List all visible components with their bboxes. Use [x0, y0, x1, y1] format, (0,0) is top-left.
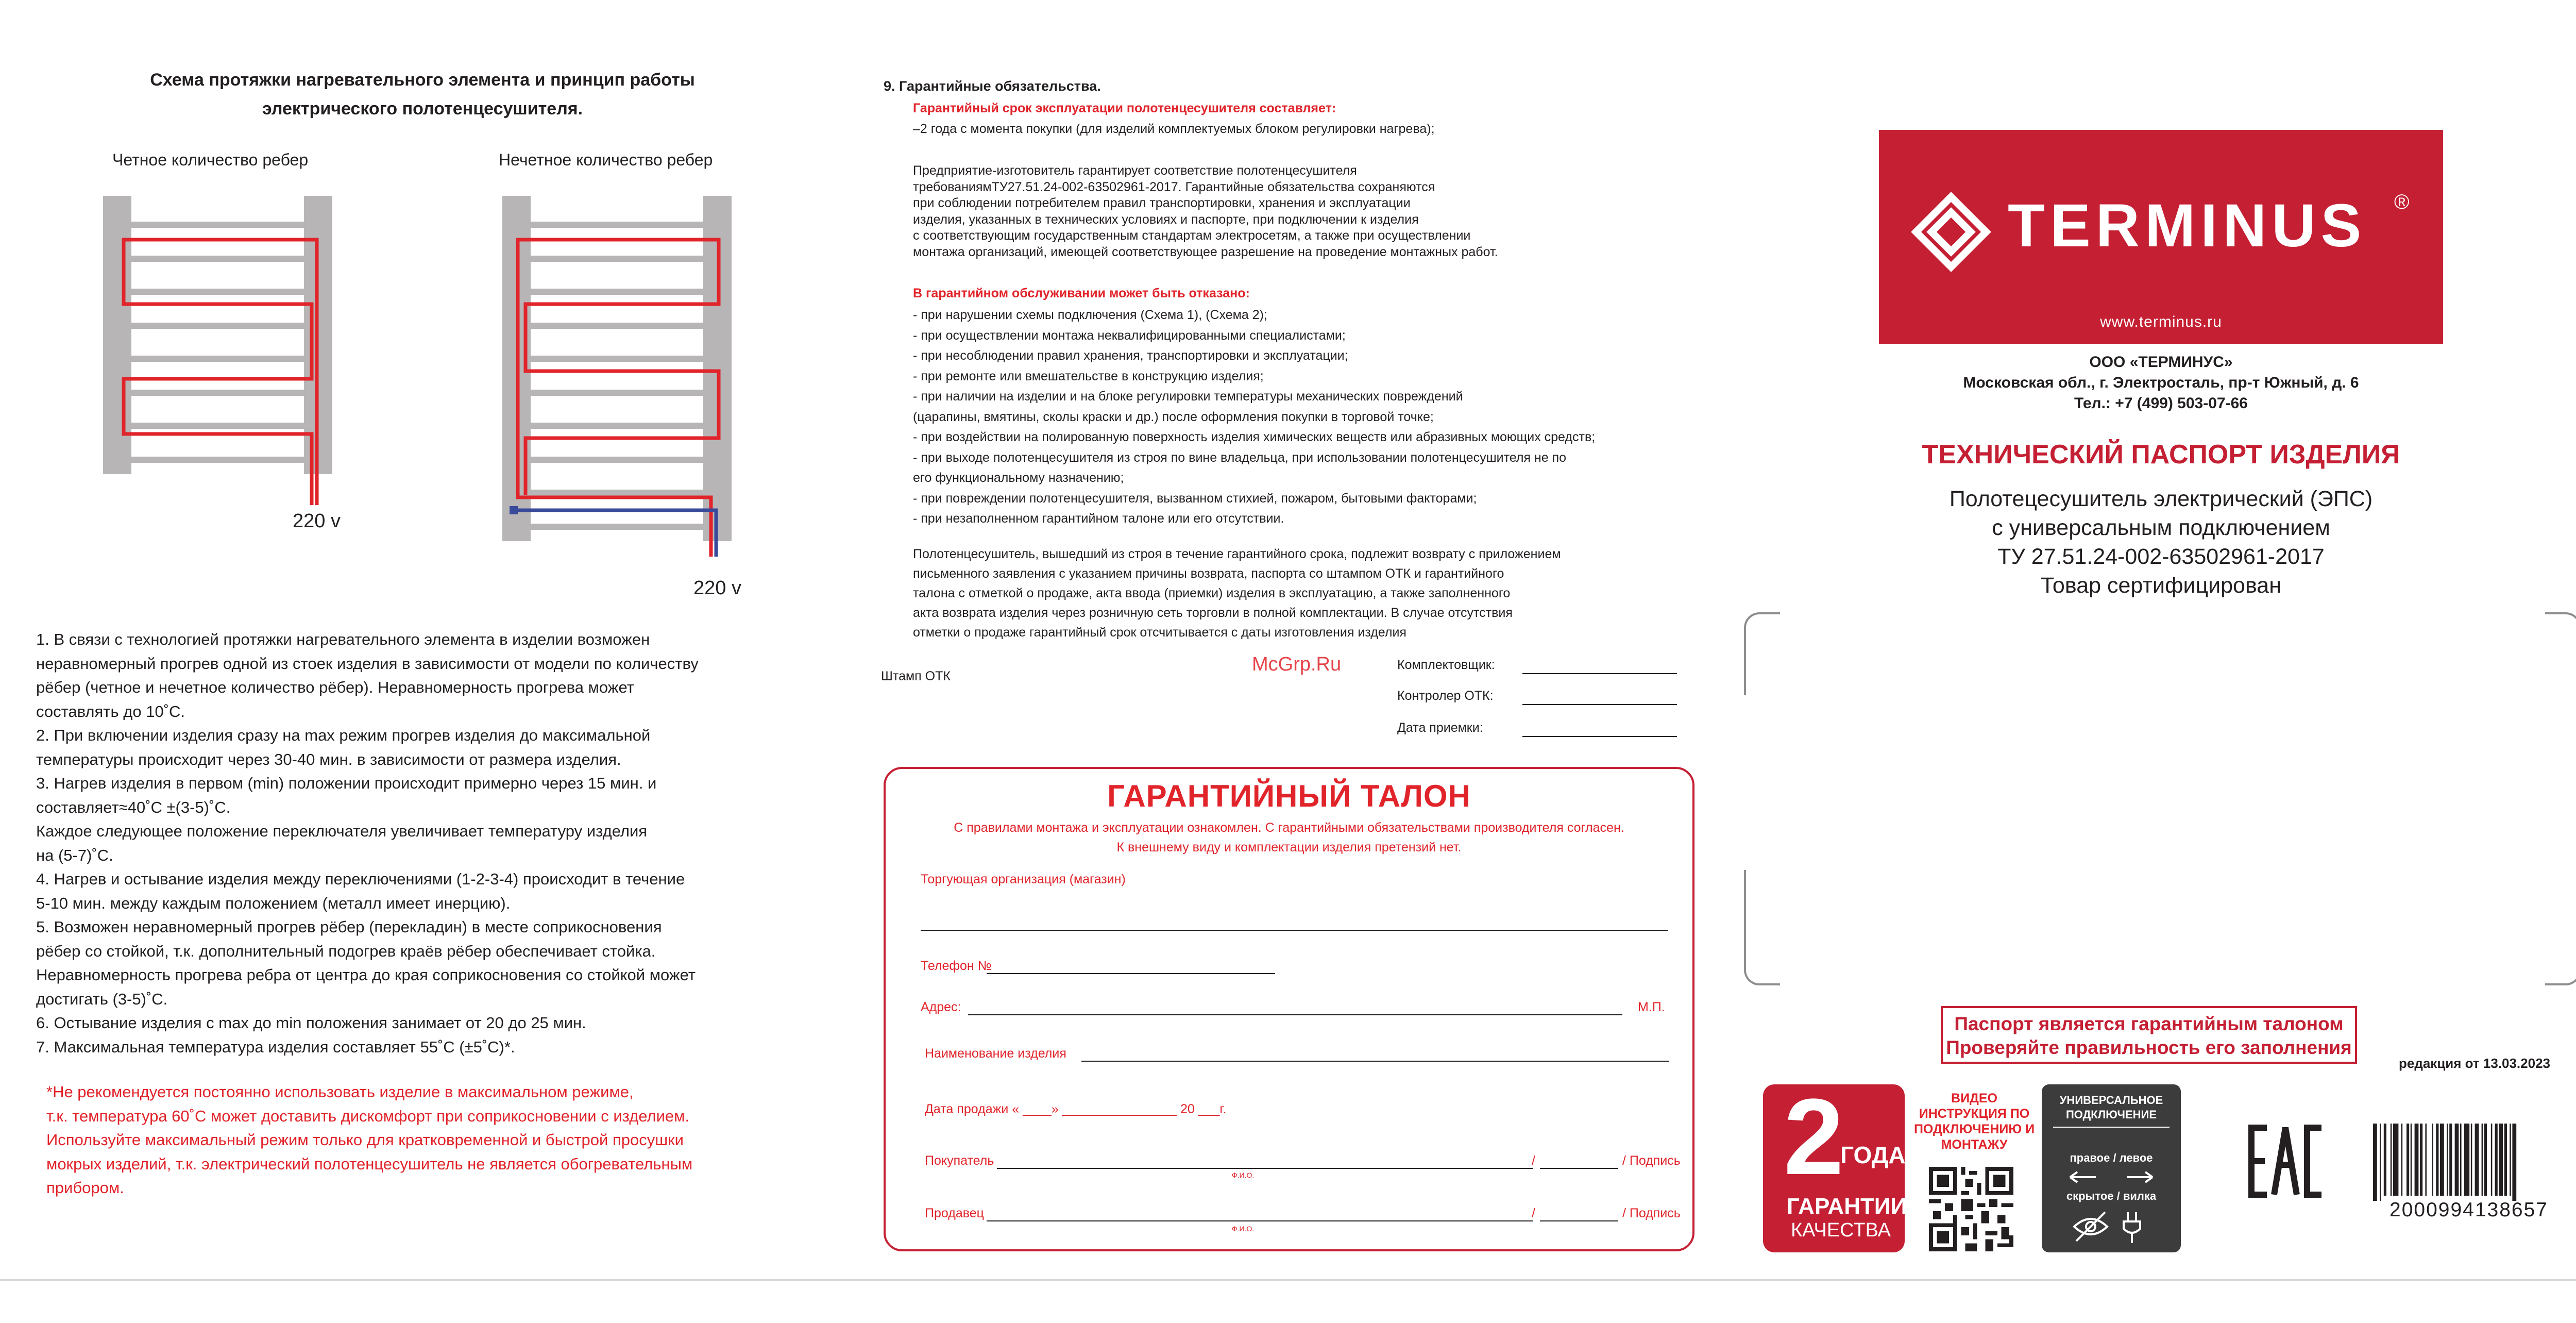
- cover-panel: [1731, 0, 2576, 1323]
- frame-corner: [1744, 612, 1780, 648]
- note-line: 2. При включении изделия сразу на max режим прогрев изделия до максимальной: [36, 726, 651, 744]
- talon-product-line[interactable]: [1081, 1061, 1669, 1062]
- terminus-logo-icon: [1910, 191, 1992, 273]
- warranty-line: монтажа организаций, имеющей соответствующее разрешение на проведение монтажных работ.: [913, 244, 1498, 259]
- talon-org-line[interactable]: [921, 930, 1668, 931]
- field-controller-line[interactable]: [1522, 704, 1677, 705]
- note-line: температуры происходит через 30-40 мин. в зависимости от размера изделия.: [36, 750, 621, 768]
- talon-phone-line[interactable]: [987, 973, 1275, 974]
- barcode-bar: [2449, 1124, 2452, 1196]
- universal-title-1: УНИВЕРСАЛЬНОЕ: [2059, 1094, 2163, 1107]
- field-controller-label: Контролер ОТК:: [1397, 689, 1494, 703]
- warranty-line: изделия, указанных в технических условиях и паспорте, при подключении к изделия: [913, 212, 1419, 227]
- warranty-paragraph: [913, 163, 1665, 260]
- scheme-title-line-2: электрического полотенцесушителя.: [262, 99, 583, 119]
- frame-edge: [1744, 648, 1746, 695]
- barcode-bar: [2504, 1124, 2507, 1196]
- barcode-bar: [2432, 1124, 2433, 1196]
- note-line: составляет≈40˚С ±(3-5)˚С.: [36, 798, 231, 816]
- barcode-icon: [2370, 1124, 2576, 1201]
- talon-stamp-place: М.П.: [1638, 1000, 1665, 1014]
- barcode-bar: [2464, 1124, 2469, 1196]
- talon-product-label: Наименование изделия: [925, 1046, 1066, 1061]
- field-packer-line[interactable]: [1522, 673, 1677, 674]
- barcode-number: 2000994138657: [2389, 1199, 2548, 1221]
- barcode-bar: [2384, 1124, 2386, 1196]
- refusal-list: [913, 305, 1686, 529]
- note-line: 1. В связи с технологией протяжки нагревательного элемента в изделии возможен: [36, 630, 650, 648]
- return-line: отметки о продаже гарантийный срок отсчитывается с даты изготовления изделия: [913, 625, 1406, 640]
- talon-buyer-label: Покупатель: [925, 1153, 994, 1168]
- field-date-line[interactable]: [1522, 736, 1677, 737]
- barcode-bar: [2391, 1124, 2392, 1196]
- badge-years: ГОДА: [1840, 1142, 1906, 1168]
- warranty-panel: [866, 0, 1731, 1323]
- warranty-line: Предприятие-изготовитель гарантирует соответствие полотенцесушителя: [913, 163, 1357, 178]
- note-line: Каждое следующее положение переключателя увеличивает температуру изделия: [36, 822, 648, 840]
- note-line: составлять до 10˚С.: [36, 702, 185, 721]
- brand-block: [1879, 130, 2443, 344]
- frame-corner: [1744, 870, 1780, 985]
- note-line: рёбер (четное и нечетное количество рёбер). Неравномерность прогрева может: [36, 678, 634, 696]
- talon-address-line[interactable]: [968, 1014, 1622, 1015]
- barcode-bar: [2475, 1124, 2479, 1196]
- refusal-item: - при осуществлении монтажа неквалифицированными специалистами;: [913, 328, 1346, 343]
- product-description: [1879, 484, 2443, 600]
- warranty-notice-box: [1941, 1006, 2357, 1064]
- talon-seller-line[interactable]: [987, 1220, 1533, 1221]
- trim-line: [0, 1279, 2576, 1281]
- talon-seller-signature: / Подпись: [1622, 1206, 1681, 1220]
- refusal-item: - при несоблюдении правил хранения, транспортировки и эксплуатации;: [913, 348, 1348, 363]
- registered-mark: ®: [2394, 191, 2410, 213]
- barcode-bar: [2460, 1124, 2462, 1196]
- barcode-bar: [2512, 1124, 2516, 1201]
- barcode-bar: [2380, 1124, 2381, 1201]
- company-name: ООО «ТЕРМИНУС»: [2089, 354, 2233, 371]
- watermark: McGrp.Ru: [1252, 654, 1342, 675]
- warranty-line: требованиямТУ27.51.24-002-63502961-2017. Гарантийные обязательства сохраняются: [913, 179, 1435, 194]
- barcode-bar: [2495, 1124, 2498, 1196]
- barcode-bar: [2411, 1124, 2412, 1196]
- frame-corner: [2545, 612, 2576, 648]
- warning-line: т.к. температура 60˚С может доставить дискомфорт при соприкосновении с изделием.: [46, 1107, 690, 1125]
- return-line: письменного заявления с указанием причины возврата, паспорта со штампом ОТК и гарантийного: [913, 566, 1504, 581]
- talon-buyer-fio: Ф.И.О.: [1232, 1171, 1255, 1179]
- odd-ribs-diagram: [502, 196, 739, 577]
- warranty-line: с соответствующим государственным стандартам электросетям, а также при осуществлении: [913, 228, 1471, 243]
- note-line: на (5-7)˚С.: [36, 846, 113, 864]
- talon-phone-label: Телефон №: [921, 959, 992, 973]
- warranty-talon: [884, 767, 1694, 1251]
- talon-seller-sign-line[interactable]: [1540, 1220, 1618, 1221]
- slash: /: [1532, 1153, 1535, 1168]
- warranty-term-heading: Гарантийный срок эксплуатации полотенцесушителя составляет:: [913, 101, 1336, 115]
- barcode-bar: [2510, 1124, 2511, 1196]
- product-line: Полотецесушитель электрический (ЭПС): [1949, 487, 2373, 511]
- refusal-item: - при повреждении полотенцесушителя, вызванном стихией, пожаром, бытовыми факторами;: [913, 491, 1477, 506]
- left-panel: [0, 0, 845, 1323]
- note-line: достигать (3-5)˚С.: [36, 990, 168, 1008]
- barcode-bar: [2425, 1124, 2427, 1196]
- badge-number: 2: [1784, 1076, 1844, 1197]
- refusal-heading: В гарантийном обслуживании может быть отказано:: [913, 286, 1250, 300]
- barcode-bar: [2484, 1124, 2487, 1196]
- note-line: 5-10 мин. между каждым положением (металл имеет инерцию).: [36, 894, 511, 912]
- divider: [2053, 1127, 2170, 1128]
- talon-subtitle-1: С правилами монтажа и эксплуатации ознакомлен. С гарантийными обязательствами производителя согласен.: [954, 820, 1624, 835]
- barcode-bar: [2401, 1124, 2403, 1196]
- refusal-item: - при ремонте или вмешательстве в конструкцию изделия;: [913, 369, 1264, 383]
- talon-seller-label: Продавец: [925, 1206, 984, 1220]
- refusal-item: - при воздействии на полированную поверхность изделия химических веществ или абразивных моющих средств;: [913, 430, 1596, 444]
- universal-connection-badge: [2042, 1084, 2181, 1252]
- note-line: рёбер со стойкой, т.к. дополнительный подогрев краёв рёбер обеспечивает стойка.: [36, 942, 656, 960]
- barcode-bar: [2406, 1124, 2409, 1196]
- right-left-label: правое / левое: [2070, 1151, 2153, 1164]
- barcode-bar: [2499, 1124, 2503, 1196]
- notes-block: [36, 628, 840, 1059]
- universal-title-2: ПОДКЛЮЧЕНИЕ: [2065, 1108, 2157, 1121]
- talon-title: ГАРАНТИЙНЫЙ ТАЛОН: [1107, 779, 1471, 813]
- barcode-bar: [2420, 1124, 2422, 1196]
- talon-subtitle-2: К внешнему виду и комплектации изделия претензий нет.: [1116, 840, 1462, 855]
- hidden-plug-label: скрытое / вилка: [2066, 1190, 2157, 1202]
- badge-guarantee: ГАРАНТИИ: [1787, 1194, 1907, 1219]
- voltage-label-even: 220 v: [293, 510, 341, 532]
- otk-stamp-label: Штамп ОТК: [881, 669, 951, 683]
- hidden-plug-icons: [2070, 1208, 2153, 1245]
- notice-line-2: Проверяйте правильность его заполнения: [1946, 1037, 2352, 1058]
- barcode-bar: [2455, 1124, 2459, 1196]
- left-right-arrows-icon: [2065, 1167, 2158, 1187]
- notice-line-1: Паспорт является гарантийным талоном: [1954, 1013, 2344, 1034]
- passport-title: ТЕХНИЧЕСКИЙ ПАСПОРТ ИЗДЕЛИЯ: [1922, 440, 2400, 470]
- return-line: Полотенцесушитель, вышедший из строя в течение гарантийного срока, подлежит возврату с приложением: [913, 547, 1561, 561]
- barcode-bar: [2447, 1124, 2448, 1196]
- refusal-item: (царапины, вмятины, сколы краски и др.) после оформления покупки в торговой точке;: [913, 409, 1434, 424]
- guarantee-badge: [1763, 1076, 1907, 1252]
- scheme-title-line-1: Схема протяжки нагревательного элемента и принцип работы: [150, 70, 695, 90]
- eac-mark-icon: [2247, 1124, 2326, 1199]
- warranty-term-text: –2 года с момента покупки (для изделий комплектуемых блоком регулировки нагрева);: [913, 122, 1435, 136]
- product-line: Товар сертифицирован: [2041, 573, 2281, 598]
- badge-quality: КАЧЕСТВА: [1791, 1219, 1891, 1241]
- talon-buyer-signature: / Подпись: [1622, 1153, 1681, 1168]
- refusal-item: его функциональному назначению;: [913, 471, 1124, 485]
- window-frame: [1744, 612, 2576, 985]
- note-line: 7. Максимальная температура изделия составляет 55˚С (±5˚С)*.: [36, 1037, 515, 1056]
- voltage-label-odd: 220 v: [693, 577, 741, 599]
- note-line: 3. Нагрев изделия в первом (min) положении происходит примерно через 15 мин. и: [36, 774, 657, 792]
- refusal-item: - при наличии на изделии и на блоке регулировки температуры механических повреждений: [913, 389, 1463, 404]
- barcode-bar: [2482, 1124, 2483, 1196]
- barcode-bar: [2440, 1124, 2444, 1196]
- barcode-bar: [2393, 1124, 2398, 1196]
- slash: /: [1532, 1206, 1535, 1220]
- barcode-bar: [2491, 1124, 2493, 1196]
- even-ribs-label: Четное количество ребер: [112, 150, 309, 169]
- barcode-bar: [2415, 1124, 2419, 1196]
- note-line: 4. Нагрев и остывание изделия между переключениями (1-2-3-4) происходит в течение: [36, 870, 685, 888]
- brand-name: TERMINUS: [2008, 192, 2367, 260]
- barcode-bar: [2471, 1124, 2472, 1196]
- return-line: талона с отметкой о продаже, акта ввода (приемки) изделия в эксплуатацию, а также заполненного: [913, 586, 1511, 600]
- talon-org-label: Торгующая организация (магазин): [921, 872, 1126, 886]
- note-line: Неравномерность прогрева ребра от центра до края соприкосновения со стойкой может: [36, 966, 696, 984]
- warning-line: мокрых изделий, т.к. электрический полотенцесушитель не является обогревательным: [46, 1154, 693, 1173]
- product-line: с универсальным подключением: [1992, 515, 2330, 540]
- frame-corner: [2545, 870, 2576, 985]
- company-phone: Тел.: +7 (499) 503-07-66: [2074, 395, 2248, 412]
- website: www.terminus.ru: [2100, 313, 2222, 330]
- revision-date: редакция от 13.03.2023: [2399, 1056, 2550, 1071]
- barcode-bar: [2373, 1124, 2377, 1201]
- refusal-item: - при нарушении схемы подключения (Схема 1), (Схема 2);: [913, 308, 1267, 322]
- refusal-item: - при выходе полотенцесушителя из строя по вине владельца, при использовании полотенцесушителя не по: [913, 450, 1567, 465]
- refusal-item: - при незаполненном гарантийном талоне или его отсутствии.: [913, 511, 1284, 526]
- company-address: Московская обл., г. Электросталь, пр-т Южный, д. 6: [1963, 374, 2359, 391]
- talon-sale-date[interactable]: Дата продажи « ____» ________________ 20 ___г.: [925, 1102, 1227, 1116]
- even-ribs-diagram: [103, 196, 340, 526]
- odd-ribs-label: Нечетное количество ребер: [499, 150, 713, 169]
- product-line: ТУ 27.51.24-002-63502961-2017: [1997, 544, 2325, 569]
- warning-line: Используйте максимальный режим только для кратковременной и быстрой просушки: [46, 1131, 684, 1149]
- max-mode-warning: [46, 1080, 840, 1200]
- talon-buyer-line[interactable]: [997, 1168, 1533, 1169]
- return-line: акта возврата изделия через розничную сеть торговли в полной комплектации. В случае отсутствия: [913, 606, 1513, 620]
- warning-line: *Не рекомендуется постоянно использовать изделие в максимальном режиме,: [46, 1083, 634, 1101]
- warranty-line: при соблюдении потребителем правил транспортировки, хранения и эксплуатации: [913, 196, 1411, 210]
- return-paragraph: [913, 544, 1686, 642]
- barcode-bar: [2436, 1124, 2438, 1196]
- warranty-title: 9. Гарантийные обязательства.: [884, 78, 1101, 94]
- talon-address-label: Адрес:: [921, 1000, 961, 1014]
- field-packer-label: Комплектовщик:: [1397, 658, 1495, 672]
- qr-code-icon[interactable]: [1929, 1167, 2013, 1251]
- warning-line: прибором.: [46, 1179, 124, 1197]
- note-line: 5. Возможен неравномерный прогрев рёбер (перекладин) в месте соприкосновения: [36, 918, 662, 936]
- video-instruction-text: ВИДЕО ИНСТРУКЦИЯ ПО ПОДКЛЮЧЕНИЮ И МОНТАЖУ: [1913, 1091, 2035, 1152]
- field-date-label: Дата приемки:: [1397, 721, 1483, 735]
- talon-seller-fio: Ф.И.О.: [1232, 1225, 1255, 1233]
- talon-buyer-sign-line[interactable]: [1540, 1168, 1618, 1169]
- note-line: 6. Остывание изделия с max до min положения занимает от 20 до 25 мин.: [36, 1014, 586, 1032]
- note-line: неравномерный прогрев одной из стоек изделия в зависимости от модели по количеству: [36, 654, 699, 673]
